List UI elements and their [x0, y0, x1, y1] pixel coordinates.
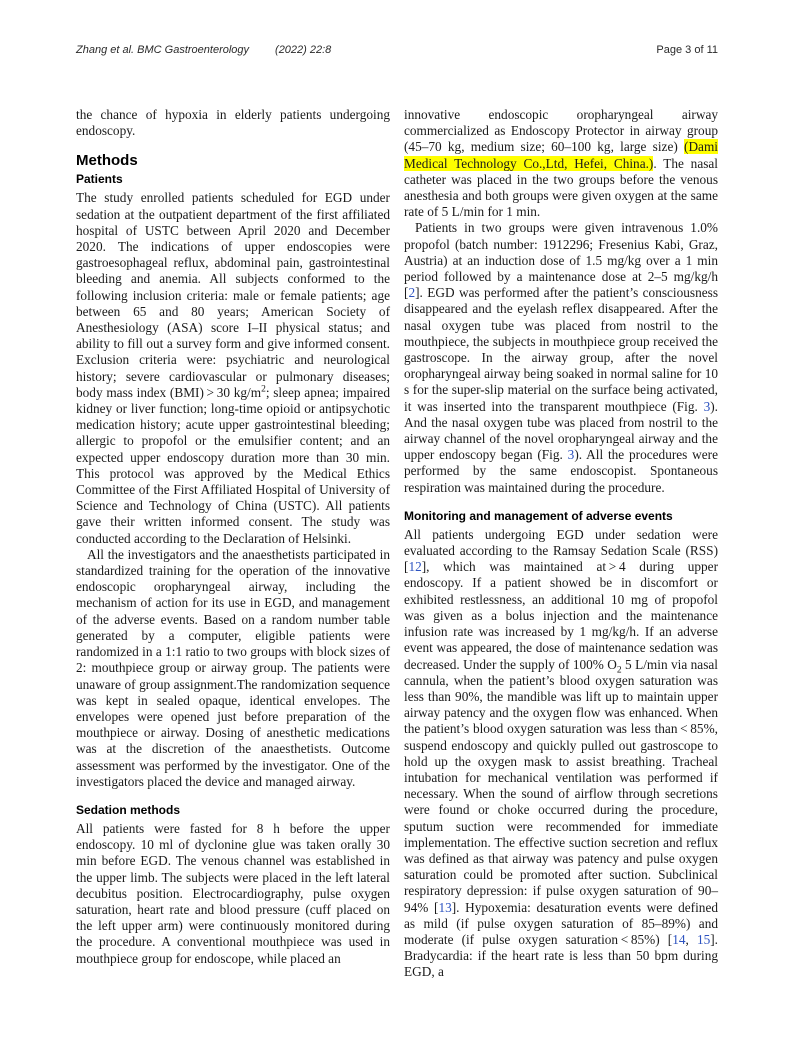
authors-journal: Zhang et al. BMC Gastroenterology [76, 44, 250, 56]
citation-link[interactable]: 13 [438, 899, 452, 915]
volume-citation: (2022) 22:8 [275, 44, 332, 56]
citation-link[interactable]: 3 [567, 447, 575, 463]
paragraph: All the investigators and the anaesthetists participated in standardized training for the operation of the innovative endoscopic oropharyngeal airway, including the mechanism of action for its use in EGD, and management of the adverse events. Based on a random number table generated by a computer, eligible patients were randomized in a 1:1 ratio to two groups with block sizes of 2: mouthpiece group or airway group. The patients were unaware of group assignment.The randomization sequence was kept in sealed opaque, identical envelopes. The envelopes were opened just before preparation of the mouthpiece or airway. Dosing of anesthetic medications was at the discretion of the anaesthetists. Outcome assessment was performed by the investigator. One of the investigators placed the device and managed airway. [76, 546, 390, 789]
paragraph: Patients in two groups were given intravenous 1.0% propofol (batch number: 1912296; Fresenius Kabi, Graz, Austria) at an induction dose of 1.5 mg/kg over a 1 min period followed by a maintenance dose at 2–5 mg/kg/h [2]. EGD was performed after the patient’s consciousness disappeared and the eyelash reflex disappeared. After the nasal oxygen tube was placed from nostril to the mouthpiece, the subjects in mouthpiece group received the gastroscope. In the airway group, after the novel oropharyngeal airway being soaked in normal saline for 10 s for the super-slip material on the surface being activated, it was inserted into the transparent mouthpiece (Fig. 3). And the nasal oxygen tube was placed from nostril to the airway channel of the novel oropharyngeal airway and the upper endoscopy began (Fig. 3). All the procedures were performed by the same endoscopist. Spontaneous respiration was maintained during the procedure. [404, 220, 718, 495]
highlighted-text: (Dami Medical Technology Co.,Ltd, Hefei, China.) [404, 139, 718, 171]
subsection-heading: Patients [76, 172, 123, 187]
paragraph: The study enrolled patients scheduled for EGD under sedation at the outpatient department of the first affiliated hospital of USTC between April 2020 and December 2020. The indications of upper endoscopies were gastroesophageal reflux, abdominal pain, gastrointestinal bleeding and anemia. All subjects conformed to the following inclusion criteria: male or female patients; age between 65 and 80 years; American Society of Anesthesiology (ASA) score I–II physical status; and ability to fill out a survey form and give informed consent. Exclusion criteria were: psychiatric and neurological history; severe cardiovascular or pulmonary diseases; body mass index (BMI) > 30 $kg/m^2$; sleep apnea; impaired kidney or liver function; long-time opioid or antipsychotic medication history; acute upper gastrointestinal bleeding; allergic to propofol or the emulsifier content; and an expected upper endoscopy duration more than 30 min. This protocol was approved by the Medical Ethics Committee of the First Affiliated Hospital of University of Science and Technology of China (USTC). All patients gave their written informed consent. The study was conducted according to the Declaration of Helsinki. [76, 190, 390, 546]
subscript: 2 [616, 665, 622, 676]
left-column [76, 107, 390, 981]
paragraph: innovative endoscopic oropharyngeal airway commercialized as Endoscopy Protector in airway group (45–70 kg, medium size; 60–100 kg, large size) (Dami Medical Technology Co.,Ltd, Hefei, China.). The nasal catheter was placed in the two groups before the venous anesthesia and both groups were given oxygen at the same rate of 5 L/min for 1 min. [404, 107, 718, 220]
subsection-heading: Monitoring and management of adverse events [404, 508, 673, 523]
citation-link[interactable]: 2 [408, 285, 416, 301]
running-head [76, 44, 331, 56]
superscript: 2 [261, 384, 266, 395]
right-column [404, 107, 718, 981]
subsection-heading: Sedation methods [76, 802, 181, 817]
section-heading: Methods [76, 152, 138, 170]
page-number: Page 3 of 11 [656, 44, 718, 56]
paragraph: All patients were fasted for 8 h before the upper endoscopy. 10 ml of dyclonine glue was taken orally 30 min before EGD. The venous channel was established in the upper limb. The subjects were placed in the left lateral decubitus position. Electrocardiography, pulse oxygen saturation, heart rate and blood pressure (cuff placed on the left upper arm) were continuously monitored during the procedure. A conventional mouthpiece was used in mouthpiece group for endoscope, while placed an [76, 820, 390, 966]
citation-link[interactable]: 15 [696, 931, 711, 947]
two-column-body [76, 107, 718, 981]
paragraph: the chance of hypoxia in elderly patients undergoing endoscopy. [76, 107, 390, 139]
page-header [76, 44, 718, 56]
paragraph: All patients undergoing EGD under sedation were evaluated according to the Ramsay Sedation Scale (RSS) [12], which was maintained at > 4 during upper endoscopy. If a patient showed be in discomfort or exhibited restlessness, an additional 10 mg of propofol was given as a bolus injection and the maintenance infusion rate was increased by 1 mg/kg/h. If an adverse event was appeared, the dose of maintenance sedation was decreased. Under the supply of 100% $O_2$ 5 L/min via nasal cannula, when the patient’s blood oxygen saturation was less than 90%, the mandible was lift up to maintain upper airway patency and the oxygen flow was enhanced. When the patient’s blood oxygen saturation was less than < 85%, suspend endoscopy and quickly pulled out gastroscope to hold up the oxygen mask to assist breathing. Tracheal intubation for mechanical ventilation was performed if necessary. When the sound of airflow through secretions were found or choke occurred during the procedure, sputum suction were recommended for immediate implementation. The effective suction secretion and reflux was defined as that airway was patency and pulse oxygen saturation could be promoted after suction. Subclinical respiratory depression: if pulse oxygen saturation of 90–94% [13]. Hypoxemia: desaturation events were defined as mild (if pulse oxygen saturation of 85–89%) and moderate (if pulse oxygen saturation < 85%) [14, 15]. Bradycardia: if the heart rate is less than 50 bpm during EGD, a [404, 526, 718, 980]
citation-link[interactable]: 3 [703, 398, 711, 414]
citation-link[interactable]: 14 [672, 931, 686, 947]
citation-link[interactable]: 12 [408, 559, 422, 575]
